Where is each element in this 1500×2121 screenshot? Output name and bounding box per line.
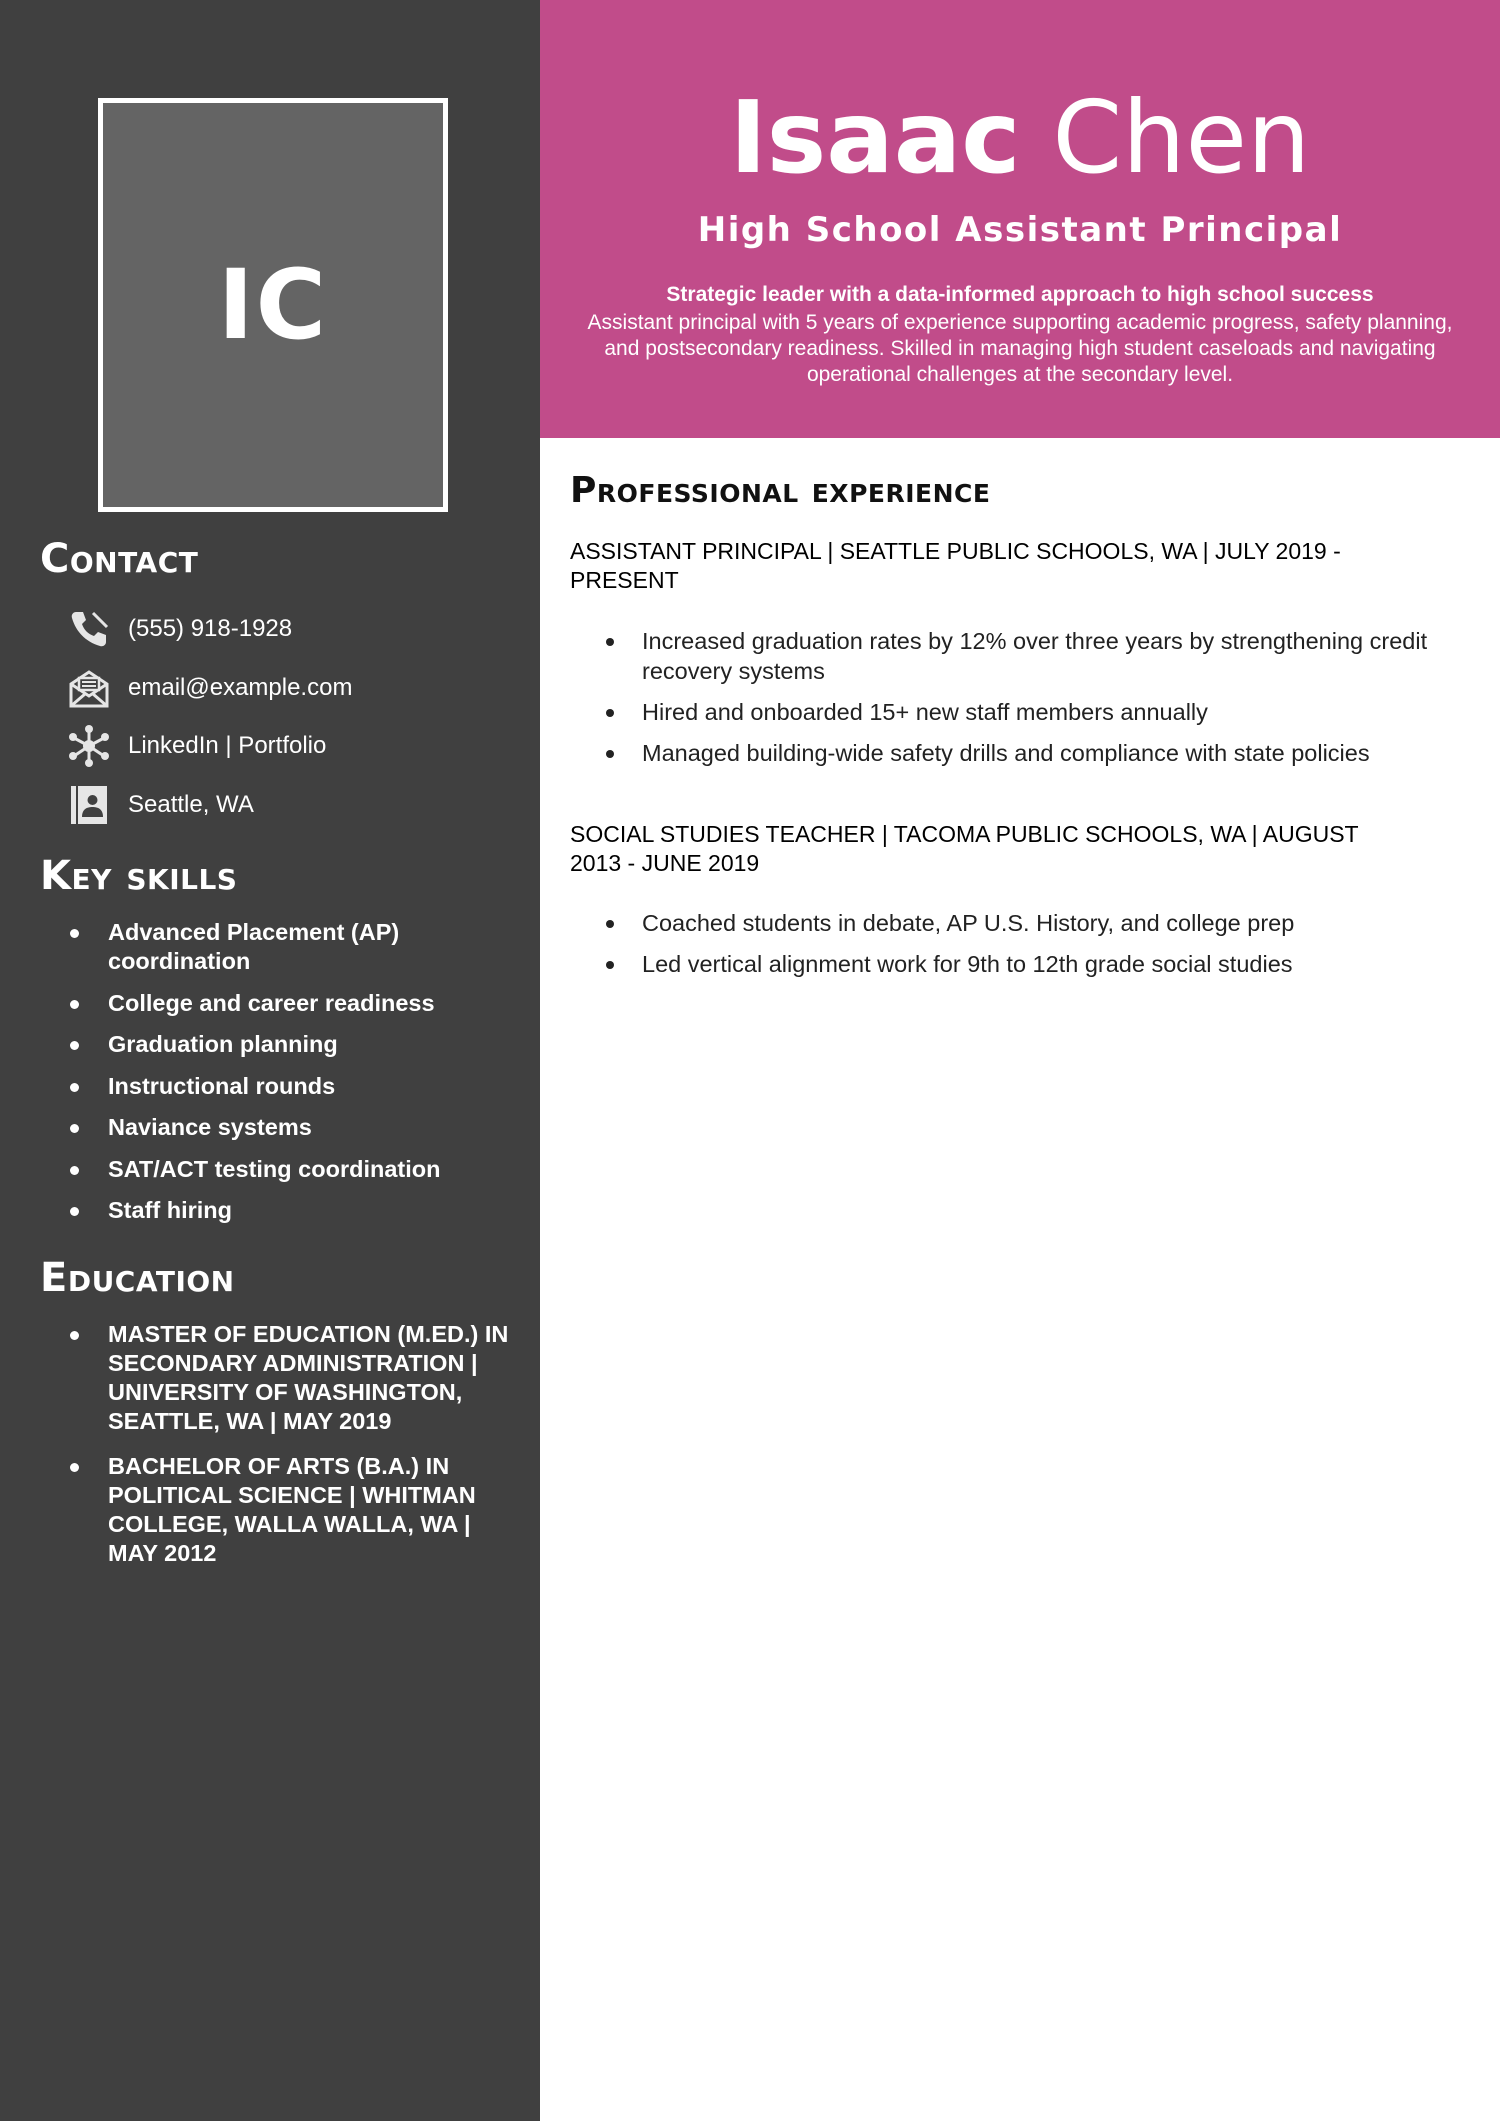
job-bullet: Led vertical alignment work for 9th to 12th grade social studies: [570, 949, 1430, 979]
skill-item: Instructional rounds: [40, 1072, 520, 1101]
skill-item: Graduation planning: [40, 1030, 520, 1059]
contact-heading: Contact: [40, 536, 199, 582]
contact-location: [66, 776, 526, 835]
phone-text: (555) 918-1928: [128, 615, 293, 643]
experience-heading: Professional experience: [570, 470, 991, 511]
skill-item: Staff hiring: [40, 1196, 520, 1225]
network-icon: [66, 723, 112, 769]
monogram: IC: [217, 249, 329, 361]
skill-item: Naviance systems: [40, 1113, 520, 1142]
phone-icon: [66, 606, 112, 652]
education-item: MASTER OF EDUCATION (M.ED.) IN SECONDARY ADMINISTRATION | UNIVERSITY OF WASHINGTON, SEATTLE, WA | MAY 2019: [40, 1320, 520, 1436]
location-text: Seattle, WA: [128, 790, 254, 818]
header-banner: [540, 0, 1500, 438]
job-bullets: [570, 908, 1430, 990]
education-list: [40, 1320, 520, 1584]
contact-email: [66, 659, 526, 718]
job-bullet: Coached students in debate, AP U.S. History, and college prep: [570, 908, 1430, 938]
contact-list: [66, 600, 526, 834]
skill-item: Advanced Placement (AP) coordination: [40, 918, 520, 976]
contact-links: [66, 717, 526, 776]
job-bullet: Managed building-wide safety drills and compliance with state policies: [570, 738, 1430, 768]
skills-heading: Key skills: [40, 853, 238, 899]
education-heading: Education: [40, 1255, 235, 1301]
job-bullet: Increased graduation rates by 12% over three years by strengthening credit recovery systems: [570, 626, 1430, 686]
email-text: email@example.com: [128, 673, 353, 701]
education-item: BACHELOR OF ARTS (B.A.) IN POLITICAL SCIENCE | WHITMAN COLLEGE, WALLA WALLA, WA | MAY 2012: [40, 1452, 520, 1568]
job-bullet: Hired and onboarded 15+ new staff members annually: [570, 697, 1430, 727]
job-bullets: [570, 626, 1430, 779]
monogram-box: [98, 98, 448, 512]
contact-phone: [66, 600, 526, 659]
email-icon: [66, 665, 112, 711]
last-name: Chen: [1052, 79, 1311, 196]
sidebar: [0, 0, 540, 2121]
tagline: Strategic leader with a data-informed approach to high school success: [666, 283, 1374, 306]
skill-item: College and career readiness: [40, 989, 520, 1018]
first-name: Isaac: [729, 79, 1021, 196]
summary: Assistant principal with 5 years of experience supporting academic progress, safety planning, and postsecondary readiness. Skilled in managing high student caseloads and navigating operational challenges at the secondary level.: [587, 311, 1453, 386]
skill-item: SAT/ACT testing coordination: [40, 1155, 520, 1184]
candidate-name: [540, 78, 1500, 198]
skills-list: [40, 918, 520, 1238]
location-icon: [66, 782, 112, 828]
links-text: LinkedIn | Portfolio: [128, 732, 327, 760]
job-header: ASSISTANT PRINCIPAL | SEATTLE PUBLIC SCHOOLS, WA | JULY 2019 - PRESENT: [570, 538, 1341, 593]
job-title: High School Assistant Principal: [697, 210, 1343, 250]
job-header: SOCIAL STUDIES TEACHER | TACOMA PUBLIC SCHOOLS, WA | AUGUST 2013 - JUNE 2019: [570, 821, 1359, 876]
